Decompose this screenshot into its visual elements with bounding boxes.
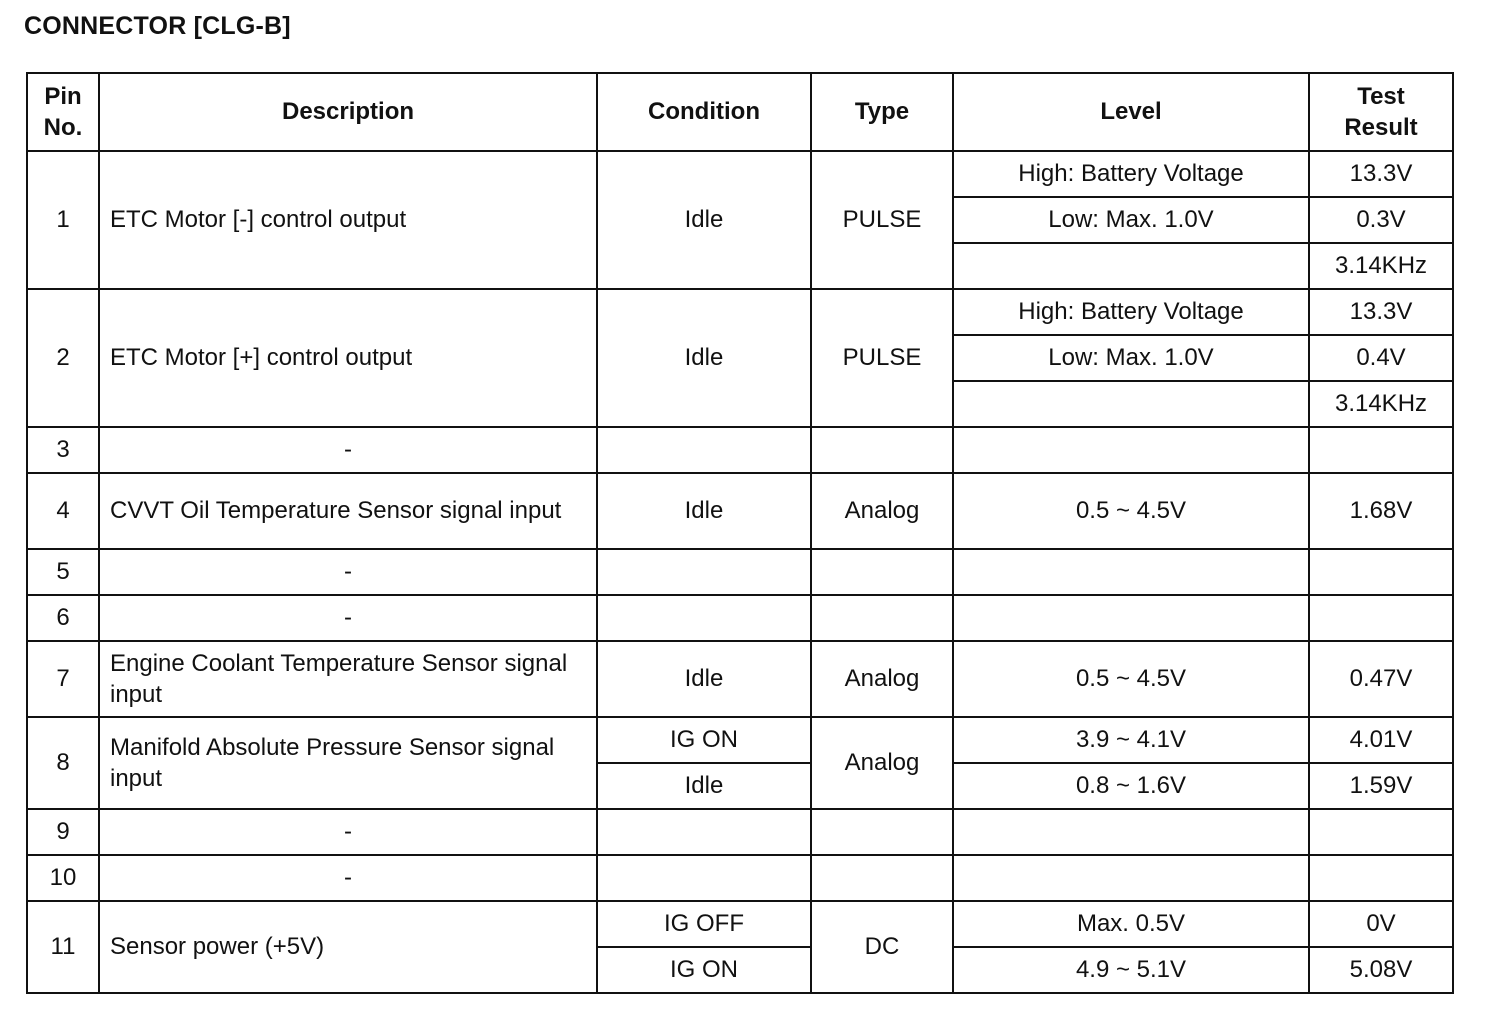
pin-level: Low: Max. 1.0V [953, 197, 1309, 243]
pin-level [953, 809, 1309, 855]
pin-description: - [99, 549, 597, 595]
pin-level [953, 855, 1309, 901]
pin-test-result: 13.3V [1309, 289, 1453, 335]
pin-condition [597, 427, 811, 473]
header-description: Description [99, 73, 597, 151]
pin-condition: Idle [597, 151, 811, 289]
pin-test-result: 4.01V [1309, 717, 1453, 763]
pin-test-result: 5.08V [1309, 947, 1453, 993]
pin-level: 0.8 ~ 1.6V [953, 763, 1309, 809]
pin-type: Analog [811, 717, 953, 809]
pin-level [953, 595, 1309, 641]
table-row [27, 289, 1453, 335]
pin-test-result: 3.14KHz [1309, 243, 1453, 289]
pin-level: High: Battery Voltage [953, 289, 1309, 335]
pin-type [811, 809, 953, 855]
pin-condition [597, 809, 811, 855]
pin-test-result: 1.68V [1309, 473, 1453, 549]
pin-level: 0.5 ~ 4.5V [953, 641, 1309, 717]
pin-test-result [1309, 427, 1453, 473]
pin-number: 5 [27, 549, 99, 595]
page-title: CONNECTOR [CLG-B] [24, 12, 291, 40]
pin-test-result [1309, 855, 1453, 901]
pin-condition: IG ON [597, 947, 811, 993]
pin-type: PULSE [811, 151, 953, 289]
pin-number: 3 [27, 427, 99, 473]
pin-level: High: Battery Voltage [953, 151, 1309, 197]
pin-type: Analog [811, 473, 953, 549]
pin-type: PULSE [811, 289, 953, 427]
table-row [27, 427, 1453, 473]
header-level: Level [953, 73, 1309, 151]
pin-type [811, 855, 953, 901]
pin-type [811, 595, 953, 641]
header-condition: Condition [597, 73, 811, 151]
pin-test-result: 0.3V [1309, 197, 1453, 243]
table-row [27, 717, 1453, 763]
pin-number: 10 [27, 855, 99, 901]
pin-description: Engine Coolant Temperature Sensor signal input [99, 641, 597, 717]
table-row [27, 473, 1453, 549]
pin-test-result: 3.14KHz [1309, 381, 1453, 427]
table-row [27, 855, 1453, 901]
table-row [27, 151, 1453, 197]
pin-test-result [1309, 809, 1453, 855]
pin-description: Sensor power (+5V) [99, 901, 597, 993]
pin-number: 7 [27, 641, 99, 717]
table-header-row [27, 73, 1453, 151]
pin-test-result: 0.47V [1309, 641, 1453, 717]
pin-description: ETC Motor [+] control output [99, 289, 597, 427]
pin-condition: Idle [597, 473, 811, 549]
pin-level [953, 427, 1309, 473]
table-row [27, 901, 1453, 947]
pin-description: CVVT Oil Temperature Sensor signal input [99, 473, 597, 549]
pin-level [953, 549, 1309, 595]
pin-type: Analog [811, 641, 953, 717]
pin-type: DC [811, 901, 953, 993]
pin-level: 4.9 ~ 5.1V [953, 947, 1309, 993]
pin-level [953, 381, 1309, 427]
pin-number: 6 [27, 595, 99, 641]
header-test-result: Test Result [1309, 73, 1453, 151]
pin-test-result [1309, 549, 1453, 595]
pin-condition: Idle [597, 763, 811, 809]
connector-pin-table [26, 72, 1454, 994]
pin-level: Max. 0.5V [953, 901, 1309, 947]
pin-condition: Idle [597, 641, 811, 717]
pin-test-result: 0.4V [1309, 335, 1453, 381]
pin-condition [597, 855, 811, 901]
pin-description: - [99, 595, 597, 641]
pin-type [811, 549, 953, 595]
table-row [27, 549, 1453, 595]
pin-number: 2 [27, 289, 99, 427]
pin-condition: IG OFF [597, 901, 811, 947]
pin-condition: IG ON [597, 717, 811, 763]
pin-number: 9 [27, 809, 99, 855]
pin-number: 11 [27, 901, 99, 993]
pin-number: 4 [27, 473, 99, 549]
pin-level: 3.9 ~ 4.1V [953, 717, 1309, 763]
table-row [27, 641, 1453, 717]
pin-level: 0.5 ~ 4.5V [953, 473, 1309, 549]
pin-condition: Idle [597, 289, 811, 427]
pin-description: - [99, 427, 597, 473]
pin-description: Manifold Absolute Pressure Sensor signal input [99, 717, 597, 809]
pin-number: 1 [27, 151, 99, 289]
pin-condition [597, 549, 811, 595]
pin-condition [597, 595, 811, 641]
pin-test-result: 1.59V [1309, 763, 1453, 809]
pin-level: Low: Max. 1.0V [953, 335, 1309, 381]
pin-type [811, 427, 953, 473]
pin-test-result: 13.3V [1309, 151, 1453, 197]
header-pin: Pin No. [27, 73, 99, 151]
pin-test-result: 0V [1309, 901, 1453, 947]
pin-description: ETC Motor [-] control output [99, 151, 597, 289]
table-row [27, 595, 1453, 641]
pin-description: - [99, 855, 597, 901]
pin-level [953, 243, 1309, 289]
pin-description: - [99, 809, 597, 855]
pin-test-result [1309, 595, 1453, 641]
pin-number: 8 [27, 717, 99, 809]
table-row [27, 809, 1453, 855]
header-type: Type [811, 73, 953, 151]
